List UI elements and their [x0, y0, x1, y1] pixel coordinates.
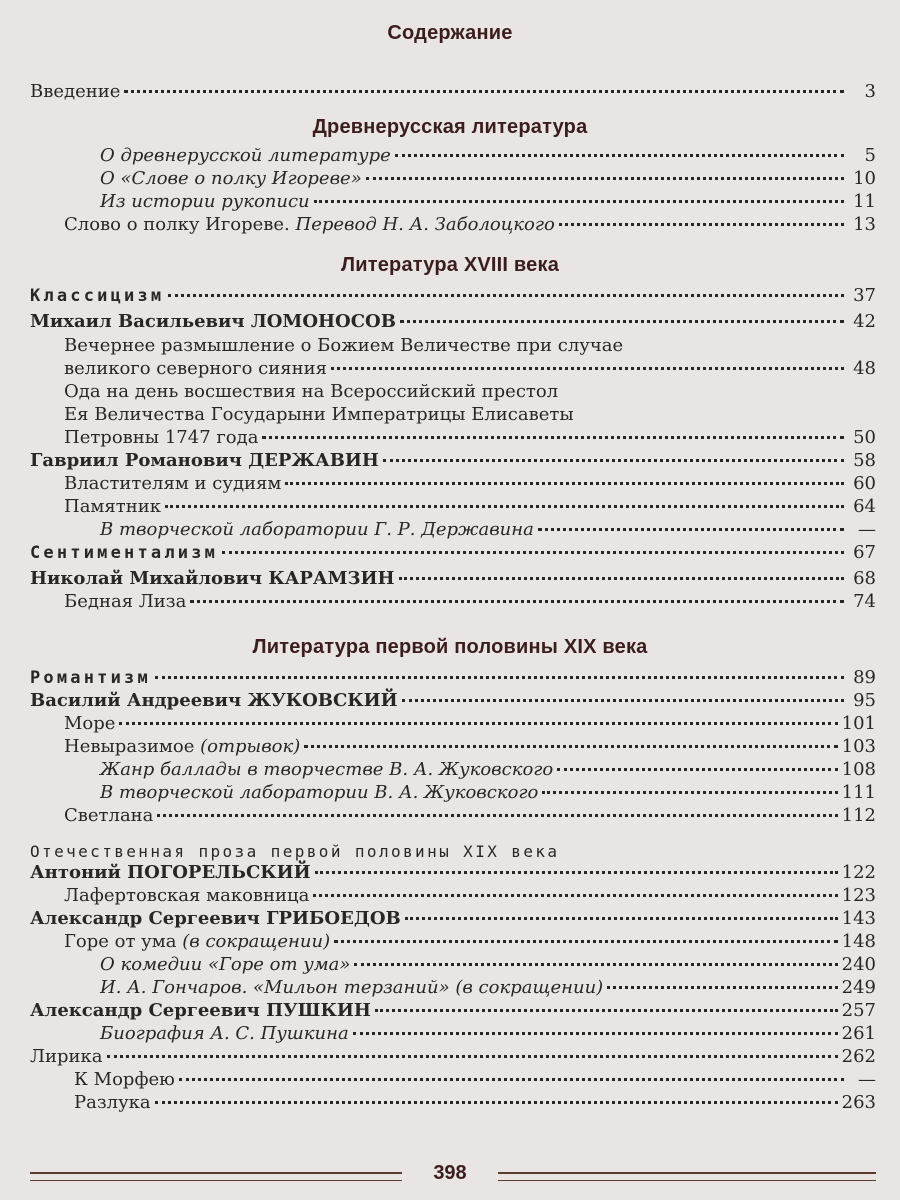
- footer-rule-right: [498, 1172, 876, 1181]
- dot-leader: [314, 200, 844, 203]
- toc-entry-prose19[interactable]: Отечественная проза первой половины XIX века: [30, 842, 560, 861]
- toc-entry-vecher[interactable]: великого северного сияния 48: [64, 358, 876, 379]
- toc-entry-pamyatnik[interactable]: Памятник 64: [64, 496, 876, 517]
- toc-entry-svetlana[interactable]: Светлана 112: [64, 805, 876, 826]
- dot-leader: [313, 894, 837, 897]
- dot-leader: [405, 917, 838, 920]
- toc-entry-pushkin[interactable]: Александр Сергеевич ПУШКИН 257: [30, 1000, 876, 1021]
- toc-entry-liza[interactable]: Бедная Лиза 74: [64, 591, 876, 612]
- page-number: 398: [433, 1162, 467, 1184]
- dot-leader: [353, 1032, 838, 1035]
- toc-entry-lafert[interactable]: Лафертовская маковница 123: [64, 885, 876, 906]
- toc-entry-oda-line2: Ея Величества Государыни Императрицы Елисаветы: [64, 404, 574, 425]
- toc-entry-gore[interactable]: Горе от ума (в сокращении) 148: [64, 931, 876, 952]
- dot-leader: [383, 459, 844, 462]
- dot-leader: [402, 699, 844, 702]
- section-heading-old-russian: Древнерусская литература: [312, 116, 588, 138]
- footer-rule-left: [30, 1172, 402, 1181]
- dot-leader: [168, 294, 844, 297]
- dot-leader: [607, 986, 837, 989]
- toc-entry-vlastitel[interactable]: Властителям и судиям 60: [64, 473, 876, 494]
- toc-entry-lomonosov[interactable]: Михаил Васильевич ЛОМОНОСОВ 42: [30, 311, 876, 332]
- toc-entry-derzhavin[interactable]: Гавриил Романович ДЕРЖАВИН 58: [30, 450, 876, 471]
- dot-leader: [285, 482, 844, 485]
- dot-leader: [190, 600, 844, 603]
- dot-leader: [542, 791, 837, 794]
- dot-leader: [375, 1009, 838, 1012]
- dot-leader: [155, 1101, 838, 1104]
- toc-entry-derzh-lab[interactable]: В творческой лаборатории Г. Р. Державина —: [100, 519, 876, 540]
- dot-leader: [315, 871, 838, 874]
- dot-leader: [354, 963, 837, 966]
- dot-leader: [304, 745, 837, 748]
- dot-leader: [331, 367, 844, 370]
- toc-entry-more[interactable]: Море 101: [64, 713, 876, 734]
- section-heading-18c: Литература XVIII века: [340, 254, 560, 276]
- dot-leader: [165, 505, 844, 508]
- contents-heading: Содержание: [387, 22, 513, 44]
- toc-entry-classicism[interactable]: Классицизм 37: [30, 285, 876, 306]
- dot-leader: [366, 177, 844, 180]
- dot-leader: [557, 768, 837, 771]
- section-heading-19c: Литература первой половины XIX века: [252, 636, 648, 658]
- toc-entry-romanticism[interactable]: Романтизм 89: [30, 667, 876, 688]
- dot-leader: [179, 1078, 844, 1081]
- toc-entry-slovo[interactable]: Слово о полку Игореве. Перевод Н. А. Заболоцкого 13: [64, 214, 876, 235]
- dot-leader: [395, 154, 844, 157]
- dot-leader: [124, 90, 844, 93]
- toc-entry-griboedov[interactable]: Александр Сергеевич ГРИБОЕДОВ 143: [30, 908, 876, 929]
- toc-entry-about-slovo[interactable]: О «Слове о полку Игореве» 10: [100, 168, 876, 189]
- dot-leader: [538, 528, 844, 531]
- dot-leader: [334, 940, 838, 943]
- toc-entry-oda-line1: Ода на день восшествия на Всероссийский престол: [64, 381, 559, 402]
- toc-entry-zhukovsky[interactable]: Василий Андреевич ЖУКОВСКИЙ 95: [30, 690, 876, 711]
- toc-entry-nevyrazimoe[interactable]: Невыразимое (отрывок) 103: [64, 736, 876, 757]
- toc-entry-lirika[interactable]: Лирика 262: [30, 1046, 876, 1067]
- dot-leader: [155, 676, 844, 679]
- toc-entry-goncharov[interactable]: И. А. Гончаров. «Мильон терзаний» (в сокращении) 249: [100, 977, 876, 998]
- toc-entry-about-old[interactable]: О древнерусской литературе 5: [100, 145, 876, 166]
- toc-entry-karamzin[interactable]: Николай Михайлович КАРАМЗИН 68: [30, 568, 876, 589]
- dot-leader: [559, 223, 844, 226]
- toc-entry-zhuk-lab[interactable]: В творческой лаборатории В. А. Жуковского 111: [100, 782, 876, 803]
- toc-entry-ballad[interactable]: Жанр баллады в творчестве В. А. Жуковского 108: [100, 759, 876, 780]
- toc-entry-o-komedii[interactable]: О комедии «Горе от ума» 240: [100, 954, 876, 975]
- dot-leader: [399, 577, 844, 580]
- toc-entry-morfey[interactable]: К Морфею —: [74, 1069, 876, 1090]
- toc-entry-razluka[interactable]: Разлука 263: [74, 1092, 876, 1113]
- dot-leader: [107, 1055, 838, 1058]
- dot-leader: [222, 551, 844, 554]
- toc-entry-intro[interactable]: Введение 3: [30, 81, 876, 102]
- toc-entry-pogorelsky[interactable]: Антоний ПОГОРЕЛЬСКИЙ 122: [30, 862, 876, 883]
- toc-entry-manuscript[interactable]: Из истории рукописи 11: [100, 191, 876, 212]
- toc-entry-oda[interactable]: Петровны 1747 года 50: [64, 427, 876, 448]
- toc-entry-pushkin-bio[interactable]: Биография А. С. Пушкина 261: [100, 1023, 876, 1044]
- dot-leader: [157, 814, 837, 817]
- dot-leader: [119, 722, 837, 725]
- toc-entry-vecher-line1: Вечернее размышление о Божием Величестве при случае: [64, 335, 624, 356]
- dot-leader: [400, 320, 844, 323]
- toc-entry-sentimentalism[interactable]: Сентиментализм 67: [30, 542, 876, 563]
- dot-leader: [262, 436, 844, 439]
